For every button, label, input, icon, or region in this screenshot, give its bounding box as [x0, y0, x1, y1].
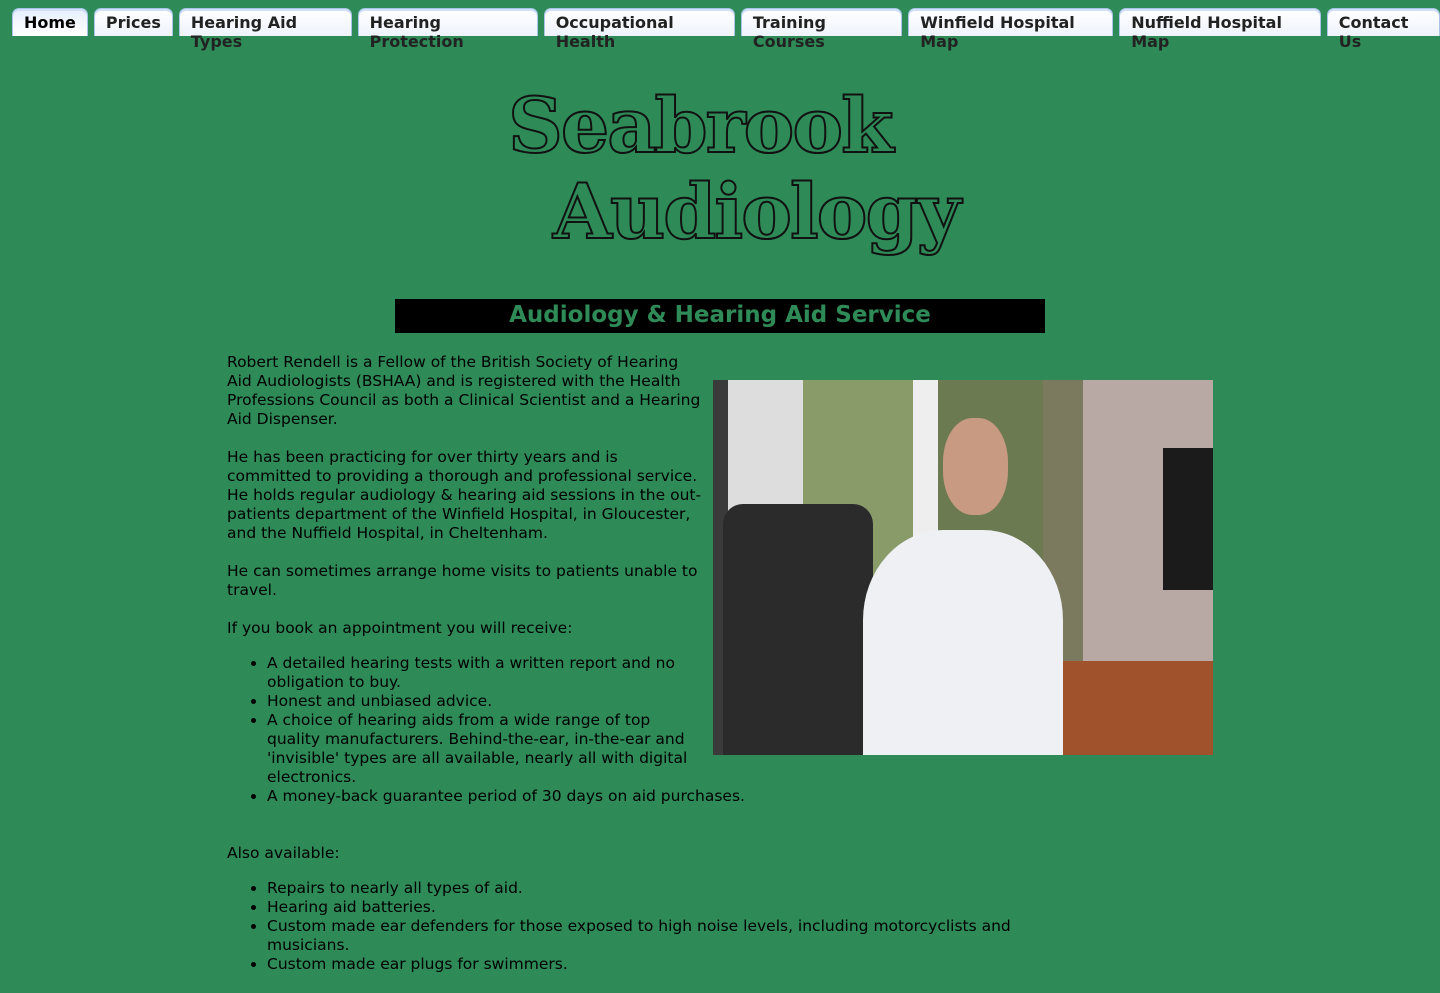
- office-chair: [723, 504, 873, 755]
- list-item: • Hearing aid batteries.: [267, 898, 1027, 917]
- computer-monitor: [1163, 448, 1213, 591]
- list-item: • Custom made ear plugs for swimmers.: [267, 955, 1027, 974]
- also-available-heading: Also available:: [227, 844, 340, 862]
- tab-hearing-aid-types[interactable]: Hearing Aid Types: [179, 8, 352, 36]
- tab-home[interactable]: Home: [12, 8, 88, 36]
- person: [863, 530, 1063, 755]
- tab-occupational-health[interactable]: Occupational Health: [544, 8, 735, 36]
- tab-winfield-hospital-map[interactable]: Winfield Hospital Map: [908, 8, 1113, 36]
- main-nav: [12, 8, 1440, 51]
- tab-nuffield-hospital-map[interactable]: Nuffield Hospital Map: [1119, 8, 1321, 36]
- logo-line-2: Audiology: [553, 167, 959, 256]
- logo-line-1: Seabrook: [508, 81, 892, 170]
- list-item: • A choice of hearing aids from a wide range of top quality manufacturers. Behind-the-ear, in-the-ear and 'invisible' types are all available, nearly all with digital electronics.: [267, 711, 707, 787]
- person-head: [943, 418, 1008, 516]
- tab-hearing-protection[interactable]: Hearing Protection: [358, 8, 538, 36]
- also-list: [227, 879, 1027, 974]
- home-visits-paragraph: He can sometimes arrange home visits to patients unable to travel.: [227, 562, 698, 599]
- intro-paragraph: Robert Rendell is a Fellow of the British Society of Hearing Aid Audiologists (BSHAA) and is registered with the Health Professions Council as both a Clinical Scientist and a Hearing Aid Dispenser.: [227, 353, 701, 428]
- receive-list: [227, 654, 745, 806]
- list-item: • A detailed hearing tests with a written report and no obligation to buy.: [267, 654, 707, 692]
- audiologist-photo: [713, 380, 1213, 755]
- list-item: • Custom made ear defenders for those exposed to high noise levels, including motorcyclists and musicians.: [267, 917, 1027, 955]
- tab-prices[interactable]: Prices: [94, 8, 173, 36]
- list-item: • A money-back guarantee period of 30 days on aid purchases.: [267, 787, 707, 806]
- tab-training-courses[interactable]: Training Courses: [741, 8, 902, 36]
- experience-paragraph: He has been practicing for over thirty years and is committed to providing a thorough and professional service. He holds regular audiology & hearing aid sessions in the out-patients department of the Winfield Hospital, in Gloucester, and the Nuffield Hospital, in Cheltenham.: [227, 448, 702, 542]
- list-item: • Repairs to nearly all types of aid.: [267, 879, 1027, 898]
- service-banner: Audiology & Hearing Aid Service: [395, 299, 1045, 333]
- appointment-intro: If you book an appointment you will receive:: [227, 619, 573, 637]
- list-item: • Honest and unbiased advice.: [267, 692, 707, 711]
- tab-contact-us[interactable]: Contact Us: [1327, 8, 1440, 36]
